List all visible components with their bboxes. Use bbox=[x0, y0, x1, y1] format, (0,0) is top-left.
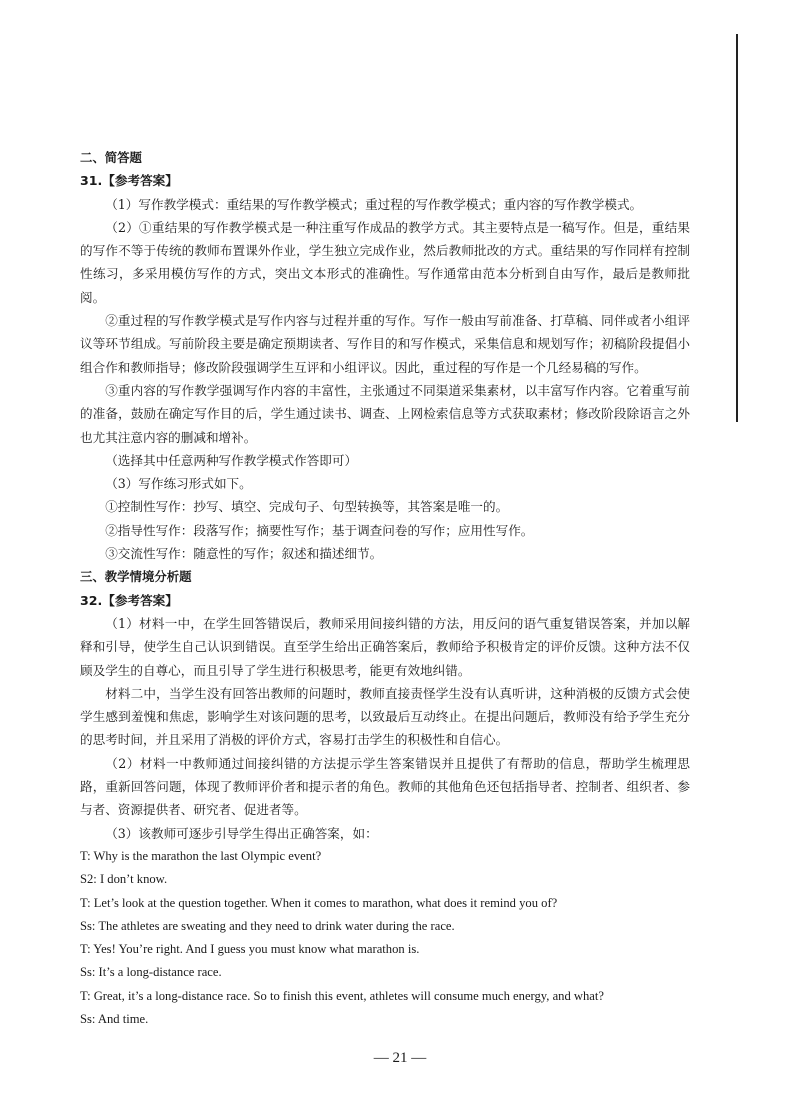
q31-paragraph-3: ②重过程的写作教学模式是写作内容与过程并重的写作。写作一般由写前准备、打草稿、同伴或者小组评议等环节组成。写前阶段主要是确定预期读者、写作目的和写作模式，采集信息和规划写作；初稿阶段提倡小组合作和教师指导；修改阶段强调学生互评和小组评议。因此，重过程的写作是一个几经易稿的写作。 bbox=[80, 313, 690, 375]
q31-paragraph-9: ③交流性写作：随意性的写作；叙述和描述细节。 bbox=[105, 546, 383, 562]
page-content bbox=[80, 146, 690, 1031]
q31-paragraph-6: （3）写作练习形式如下。 bbox=[105, 476, 252, 492]
dialogue-line: S2: I don’t know. bbox=[80, 872, 168, 887]
section-heading-teaching-scenario: 三、教学情境分析题 bbox=[80, 569, 192, 585]
q31-paragraph-5: （选择其中任意两种写作教学模式作答即可） bbox=[105, 452, 358, 468]
q32-paragraph-1: （1）材料一中，在学生回答错误后，教师采用间接纠错的方法，用反问的语气重复错误答案，并加以解释和引导，使学生自己认识到错误。直至学生给出正确答案后，教师给予积极肯定的评价反馈。这种方法不仅顾及学生的自尊心，而且引导了学生进行积极思考，能更有效地纠错。 bbox=[80, 615, 690, 678]
q31-paragraph-7: ①控制性写作：抄写、填空、完成句子、句型转换等，其答案是唯一的。 bbox=[105, 499, 509, 515]
scan-edge-line bbox=[736, 34, 738, 422]
dialogue-line: Ss: It’s a long-distance race. bbox=[80, 965, 222, 980]
q32-paragraph-2: 材料二中，当学生没有回答出教师的问题时，教师直接责怪学生没有认真听讲，这种消极的反馈方式会使学生感到羞愧和焦虑，影响学生对该问题的思考，以致最后互动终止。在提出问题后，教师没有给予学生充分的思考时间，并且采用了消极的评价方式，容易打击学生的积极性和自信心。 bbox=[80, 685, 690, 748]
dialogue-line: T: Yes! You’re right. And I guess you must know what marathon is. bbox=[80, 942, 420, 957]
dialogue-line: T: Great, it’s a long-distance race. So to finish this event, athletes will consume much energy, and what? bbox=[80, 988, 604, 1003]
dialogue-line: T: Why is the marathon the last Olympic event? bbox=[80, 848, 322, 863]
q31-paragraph-8: ②指导性写作：段落写作；摘要性写作；基于调查问卷的写作；应用性写作。 bbox=[105, 522, 534, 538]
q31-paragraph-1: （1）写作教学模式：重结果的写作教学模式；重过程的写作教学模式；重内容的写作教学模式。 bbox=[105, 196, 643, 212]
q32-paragraph-4: （3）该教师可逐步引导学生得出正确答案，如： bbox=[105, 825, 378, 841]
q31-paragraph-2: （2）①重结果的写作教学模式是一种注重写作成品的教学方式。其主要特点是一稿写作。但是，重结果的写作不等于传统的教师布置课外作业，学生独立完成作业，然后教师批改的方式。重结果的写作同样有控制性练习，多采用模仿写作的方式，突出文本形式的准确性。写作通常由范本分析到自由写作，最后是教师批阅。 bbox=[80, 219, 690, 305]
question-31-answer-label: 31.【参考答案】 bbox=[80, 173, 178, 189]
page-number: — 21 — bbox=[373, 1050, 427, 1066]
dialogue-line: Ss: The athletes are sweating and they need to drink water during the race. bbox=[80, 918, 455, 933]
q32-paragraph-3: （2）材料一中教师通过间接纠错的方法提示学生答案错误并且提供了有帮助的信息，帮助学生梳理思路，重新回答问题，体现了教师评价者和提示者的角色。教师的其他角色还包括指导者、控制者、组织者、参与者、资源提供者、研究者、促进者等。 bbox=[80, 755, 690, 818]
question-32-answer-label: 32.【参考答案】 bbox=[80, 592, 178, 608]
section-heading-short-answer: 二、简答题 bbox=[80, 150, 142, 165]
q31-paragraph-4: ③重内容的写作教学强调写作内容的丰富性，主张通过不同渠道采集素材，以丰富写作内容。它着重写前的准备，鼓励在确定写作目的后，学生通过读书、调查、上网检索信息等方式获取素材；修改阶段除语言之外也尤其注意内容的删减和增补。 bbox=[80, 382, 690, 445]
dialogue-line: T: Let’s look at the question together. When it comes to marathon, what does it remind you of? bbox=[80, 895, 558, 910]
dialogue-line: Ss: And time. bbox=[80, 1011, 149, 1026]
